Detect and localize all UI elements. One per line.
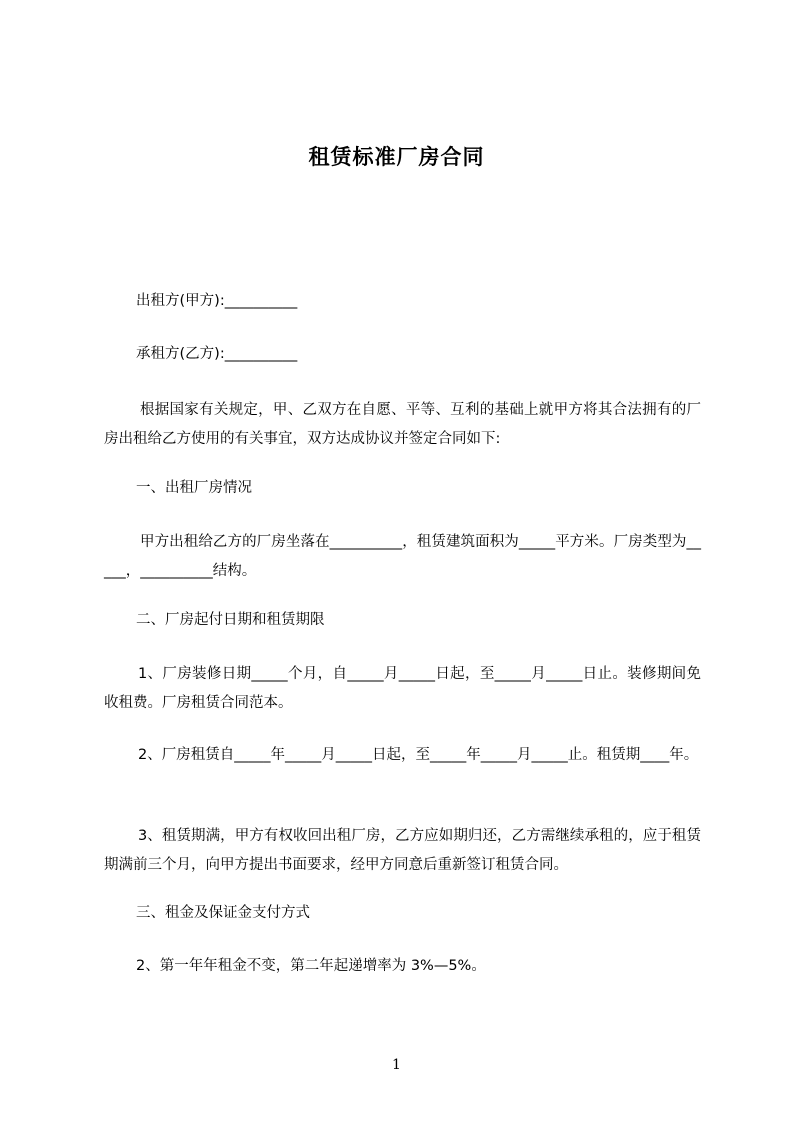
section-2-item-2: 2、厂房租赁自_____年_____月_____日起，至_____年_____月_____止。租赁期____年。 <box>138 747 699 763</box>
page-number: 1 <box>392 1057 401 1073</box>
section-2-heading: 二、厂房起付日期和租赁期限 <box>136 612 325 628</box>
section-2-item-1: 1、厂房装修日期_____个月，自_____月_____日起，至_____月_____日止。装修期间免收租费。厂房租赁合同范本。 <box>104 666 701 711</box>
section-3-item-2: 2、第一年年租金不变，第二年起递增率为 3%—5%。 <box>136 958 486 974</box>
section-1-heading: 一、出租厂房情况 <box>136 480 252 496</box>
lessee-line: 承租方(乙方):__________ <box>136 346 298 362</box>
section-2-item-3: 3、租赁期满，甲方有权收回出租厂房，乙方应如期归还，乙方需继续承租的，应于租赁期满前三个月，向甲方提出书面要求，经甲方同意后重新签订租赁合同。 <box>104 828 701 873</box>
lessor-line: 出租方(甲方):__________ <box>136 293 298 309</box>
preamble-paragraph: 根据国家有关规定，甲、乙双方在自愿、平等、互利的基础上就甲方将其合法拥有的厂房出租给乙方使用的有关事宜，双方达成协议并签定合同如下: <box>104 402 701 447</box>
document-title: 租赁标准厂房合同 <box>308 145 485 169</box>
section-3-heading: 三、租金及保证金支付方式 <box>136 905 310 921</box>
section-1-paragraph: 甲方出租给乙方的厂房坐落在__________，租赁建筑面积为_____平方米。厂房类型为_____，__________结构。 <box>104 534 701 579</box>
